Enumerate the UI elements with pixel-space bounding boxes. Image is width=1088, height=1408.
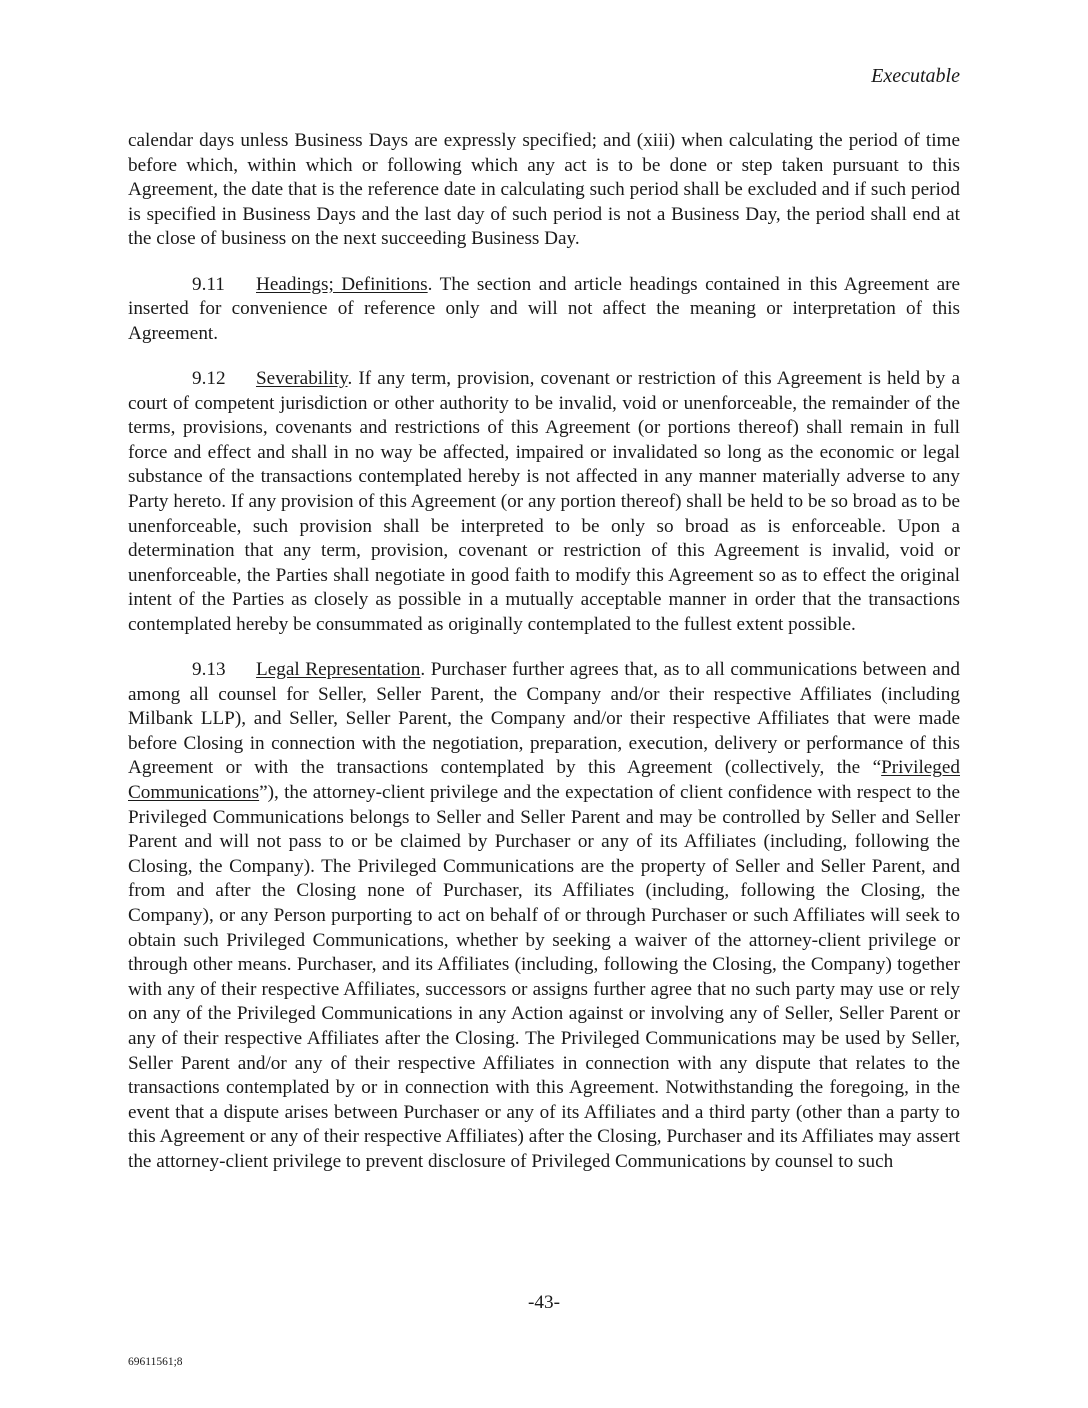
section-text-part-a: . Purchaser further agrees that, as to all communications between and among all counsel for Seller, Seller Parent, the Company and/or their respective Affiliates (including Milbank LLP), and Seller, Seller Parent, the Company and/or their respective Affiliates that were made before Closing in connection with the negotiation, preparation, execution, delivery or performance of this Agreement or with the transactions contemplated by this Agreement (collectively, the “: [128, 659, 961, 779]
section-number: 9.12: [192, 367, 226, 389]
section-number: 9.11: [192, 273, 225, 295]
section-text: . The section and article headings contained in this Agreement are inserted for convenience of reference only and will not affect the meaning or interpretation of this Agreement.: [128, 273, 960, 344]
section-9-11: [128, 273, 960, 347]
section-title: Legal Representation: [256, 659, 421, 681]
section-number: 9.13: [192, 659, 226, 681]
document-status-label: Executable: [871, 65, 960, 87]
section-title: Headings; Definitions: [256, 273, 428, 295]
page-number: -43-: [528, 1292, 560, 1313]
section-text-part-b: ”), the attorney-client privilege and the expectation of client confidence with respect to the Privileged Communications belongs to Seller and Seller Parent and may be controlled by Seller and Seller Parent and will not pass to or be claimed by Purchaser or any of its Affiliates (including, following the Closing, the Company). The Privileged Communications are the property of Seller and Seller Parent, and from and after the Closing none of Purchaser, its Affiliates (including, following the Closing, the Company), or any Person purporting to act on behalf of or through Purchaser or such Affiliates will seek to obtain such Privileged Communications, whether by seeking a waiver of the attorney-client privilege or through other means. Purchaser, and its Affiliates (including, following the Closing, the Company) together with any of their respective Affiliates, successors or assigns further agree that no such party may use or rely on any of the Privileged Communications in any Action against or involving any of Seller, Seller Parent or any of their respective Affiliates after the Closing. The Privileged Communications may be used by Seller, Seller Parent and/or any of their respective Affiliates in connection with any dispute that relates to the transactions contemplated by or in connection with this Agreement. Notwithstanding the foregoing, in the event that a dispute arises between Purchaser or any of its Affiliates and a third party (other than a party to this Agreement or any of their respective Affiliates) after the Closing, Purchaser and its Affiliates may assert the attorney-client privilege to prevent disclosure of Privileged Communications by counsel to such: [128, 782, 960, 1172]
paragraph-continuation: [128, 129, 960, 252]
section-9-13: [128, 658, 960, 1174]
paragraph-continuation-text: calendar days unless Business Days are expressly specified; and (xiii) when calculating the period of time before which, within which or following which any act is to be done or step taken pursuant to this Agreement, the date that is the reference date in calculating such period shall be excluded and if such period is specified in Business Days and the last day of such period is not a Business Day, the period shall end at the close of business on the next succeeding Business Day.: [128, 130, 960, 250]
document-body: [128, 129, 960, 1195]
section-title: Severability: [256, 367, 348, 389]
section-9-12: [128, 367, 960, 638]
section-text: . If any term, provision, covenant or restriction of this Agreement is held by a court of competent jurisdiction or other authority to be invalid, void or unenforceable, the remainder of the terms, provisions, covenants and restrictions of this Agreement (or portions thereof) shall remain in full force and effect and shall in no way be affected, impaired or invalidated so long as the economic or legal substance of the transactions contemplated hereby is not affected in any manner materially adverse to any Party hereto. If any provision of this Agreement (or any portion thereof) shall be held to be so broad as to be unenforceable, such provision shall be interpreted to be only so broad as is enforceable. Upon a determination that any term, provision, covenant or restriction of this Agreement is invalid, void or unenforceable, the Parties shall negotiate in good faith to modify this Agreement so as to effect the original intent of the Parties as closely as possible in a mutually acceptable manner in order that the transactions contemplated hereby be consummated as originally contemplated to the fullest extent possible.: [128, 367, 960, 635]
document-id: 69611561;8: [128, 1356, 183, 1368]
defined-term: Privileged Communications: [128, 757, 960, 804]
